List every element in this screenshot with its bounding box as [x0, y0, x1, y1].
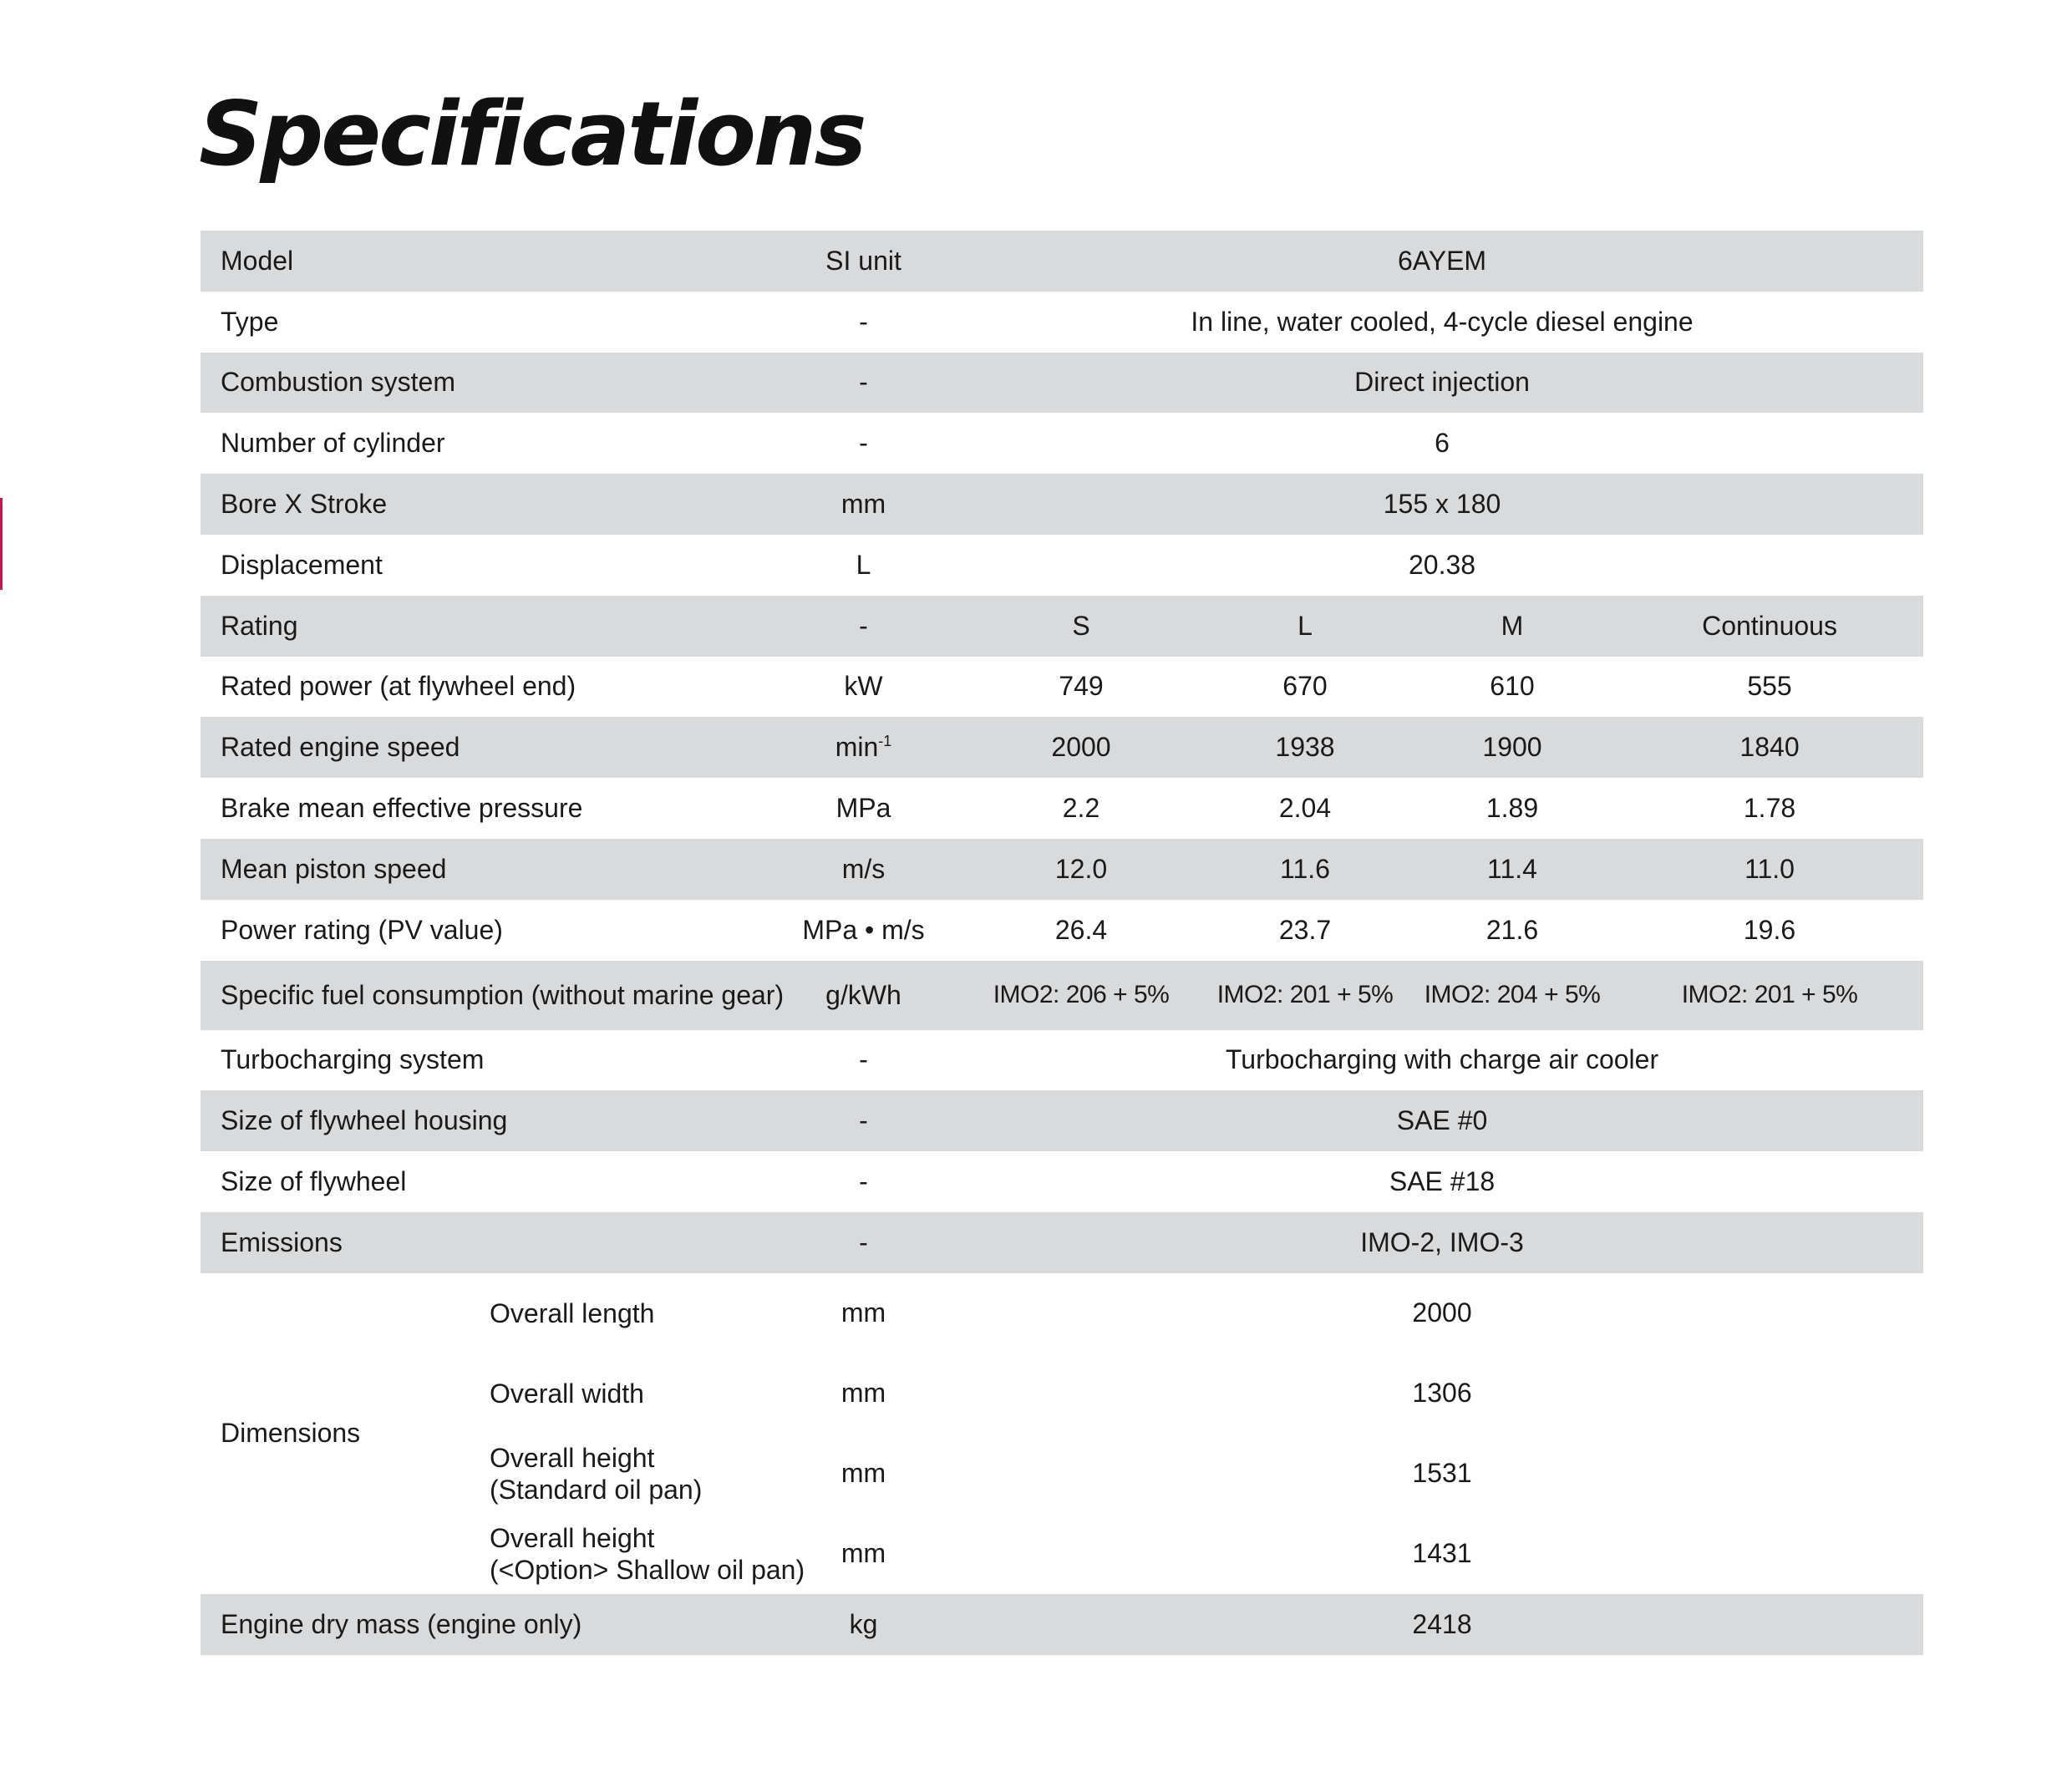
unit-cell: - — [766, 353, 961, 414]
sub-label: Overall length — [490, 1297, 655, 1328]
value-cell: 155 x 180 — [961, 474, 1923, 535]
sub-label-line1: Overall height — [490, 1442, 655, 1473]
sub-label — [490, 1514, 805, 1594]
value-continuous: 11.0 — [1616, 839, 1923, 900]
value-cell: SAE #0 — [961, 1090, 1923, 1151]
row-label: Bore X Stroke — [201, 474, 766, 535]
value-cell: 1306 — [1412, 1378, 1472, 1409]
table-row-pv-value — [201, 900, 1923, 961]
specifications-table — [201, 231, 1923, 1655]
value-l: 23.7 — [1278, 914, 1332, 945]
row-label: Specific fuel consumption (without marine gear) — [201, 961, 766, 1030]
row-label: Engine dry mass (engine only) — [201, 1594, 766, 1655]
unit-cell: L — [856, 549, 871, 580]
page-title: Specifications — [199, 83, 865, 185]
value-m: 11.4 — [1409, 839, 1616, 900]
unit-cell: kW — [844, 671, 883, 702]
table-row-engine-speed — [201, 717, 1923, 778]
unit-cell: mm — [840, 1458, 886, 1489]
sub-label: Overall width — [490, 1378, 644, 1409]
unit-cell: - — [766, 1090, 961, 1151]
value-s: 2000 — [961, 717, 1201, 778]
value-cell: Direct injection — [961, 353, 1923, 414]
table-row-cylinders — [201, 413, 1923, 474]
value-l: 11.6 — [1201, 839, 1409, 900]
table-row-dry-mass — [201, 1594, 1923, 1655]
row-label: Rating — [201, 596, 766, 657]
value-s: IMO2: 206 + 5% — [961, 961, 1201, 1030]
table-row-bmep — [201, 778, 1923, 839]
value-cell: In line, water cooled, 4-cycle diesel engine — [1191, 306, 1694, 337]
table-row-emissions — [201, 1212, 1923, 1273]
table-row-fuel-consumption — [201, 961, 1923, 1030]
table-row-flywheel-housing — [201, 1090, 1923, 1151]
row-label: Mean piston speed — [201, 839, 766, 900]
dimensions-label: Dimensions — [221, 1418, 361, 1449]
value-m: 1900 — [1409, 717, 1616, 778]
value-s: 26.4 — [1054, 914, 1108, 945]
row-label: Combustion system — [201, 353, 766, 414]
value-m: 21.6 — [1485, 914, 1539, 945]
unit-cell: - — [859, 1166, 868, 1197]
table-row-combustion — [201, 353, 1923, 414]
value-cell: 1431 — [1412, 1538, 1472, 1569]
unit-cell: g/kWh — [766, 961, 961, 1030]
table-row-turbocharging — [201, 1030, 1923, 1091]
value-cell: 6 — [1435, 428, 1450, 459]
table-row-piston-speed — [201, 839, 1923, 900]
table-row-displacement — [201, 535, 1923, 596]
unit-cell: kg — [766, 1594, 961, 1655]
value-m: 1.89 — [1485, 793, 1539, 824]
row-label: Displacement — [221, 549, 383, 580]
unit-cell: MPa — [835, 793, 891, 824]
accent-bar — [0, 498, 3, 590]
unit-cell: - — [859, 1044, 868, 1075]
row-label: Emissions — [201, 1212, 766, 1273]
unit-cell: mm — [840, 1378, 886, 1409]
rating-continuous: Continuous — [1616, 596, 1923, 657]
rating-l: L — [1201, 596, 1409, 657]
value-cell: 2418 — [961, 1594, 1923, 1655]
value-cell: Turbocharging with charge air cooler — [1225, 1044, 1659, 1075]
row-label: Model — [201, 231, 766, 292]
value-l: 670 — [1282, 671, 1328, 702]
value-l: 1938 — [1201, 717, 1409, 778]
row-label: Number of cylinder — [221, 428, 445, 459]
table-row-type — [201, 292, 1923, 353]
value-cell: 2000 — [1412, 1297, 1472, 1328]
unit-base: min — [835, 732, 879, 763]
row-label: Brake mean effective pressure — [221, 793, 583, 824]
unit-cell: - — [766, 1212, 961, 1273]
value-cell: 6AYEM — [961, 231, 1923, 292]
value-s: 12.0 — [961, 839, 1201, 900]
table-row-flywheel — [201, 1151, 1923, 1212]
unit-cell — [766, 717, 961, 778]
unit-cell: m/s — [766, 839, 961, 900]
value-continuous: IMO2: 201 + 5% — [1616, 961, 1923, 1030]
table-row-bore-stroke — [201, 474, 1923, 535]
value-m: 610 — [1490, 671, 1535, 702]
value-s: 749 — [1059, 671, 1104, 702]
value-continuous: 19.6 — [1743, 914, 1796, 945]
sub-label-line2: (Standard oil pan) — [490, 1474, 703, 1505]
rating-s: S — [961, 596, 1201, 657]
sub-label-line1: Overall height — [490, 1522, 655, 1553]
unit-cell: mm — [840, 1297, 886, 1328]
unit-cell: SI unit — [766, 231, 961, 292]
unit-cell: - — [859, 306, 868, 337]
table-row-rated-power — [201, 657, 1923, 718]
value-continuous: 1840 — [1616, 717, 1923, 778]
unit-cell: mm — [766, 474, 961, 535]
value-cell: 20.38 — [1408, 549, 1476, 580]
value-cell: IMO-2, IMO-3 — [961, 1212, 1923, 1273]
unit-cell: - — [859, 428, 868, 459]
sub-label-line2: (<Option> Shallow oil pan) — [490, 1554, 805, 1585]
value-s: 2.2 — [1062, 793, 1100, 824]
value-l: 2.04 — [1278, 793, 1332, 824]
value-m: IMO2: 204 + 5% — [1409, 961, 1616, 1030]
unit-cell: - — [766, 596, 961, 657]
value-cell: SAE #18 — [1389, 1166, 1496, 1197]
table-row-overall-length — [201, 1273, 1923, 1353]
row-label: Turbocharging system — [221, 1044, 485, 1075]
rating-m: M — [1409, 596, 1616, 657]
row-label: Rated engine speed — [201, 717, 766, 778]
value-cell: 1531 — [1412, 1458, 1472, 1489]
row-label: Type — [221, 306, 279, 337]
row-label: Power rating (PV value) — [221, 914, 503, 945]
row-label: Size of flywheel — [221, 1166, 407, 1197]
unit-superscript: -1 — [878, 733, 892, 750]
value-l: IMO2: 201 + 5% — [1201, 961, 1409, 1030]
table-row-model — [201, 231, 1923, 292]
sub-label — [490, 1434, 766, 1514]
unit-cell: MPa • m/s — [802, 914, 925, 945]
value-continuous: 1.78 — [1743, 793, 1796, 824]
row-label: Size of flywheel housing — [201, 1090, 766, 1151]
row-label: Rated power (at flywheel end) — [221, 671, 576, 702]
table-row-rating — [201, 596, 1923, 657]
value-continuous: 555 — [1747, 671, 1792, 702]
unit-cell: mm — [840, 1538, 886, 1569]
